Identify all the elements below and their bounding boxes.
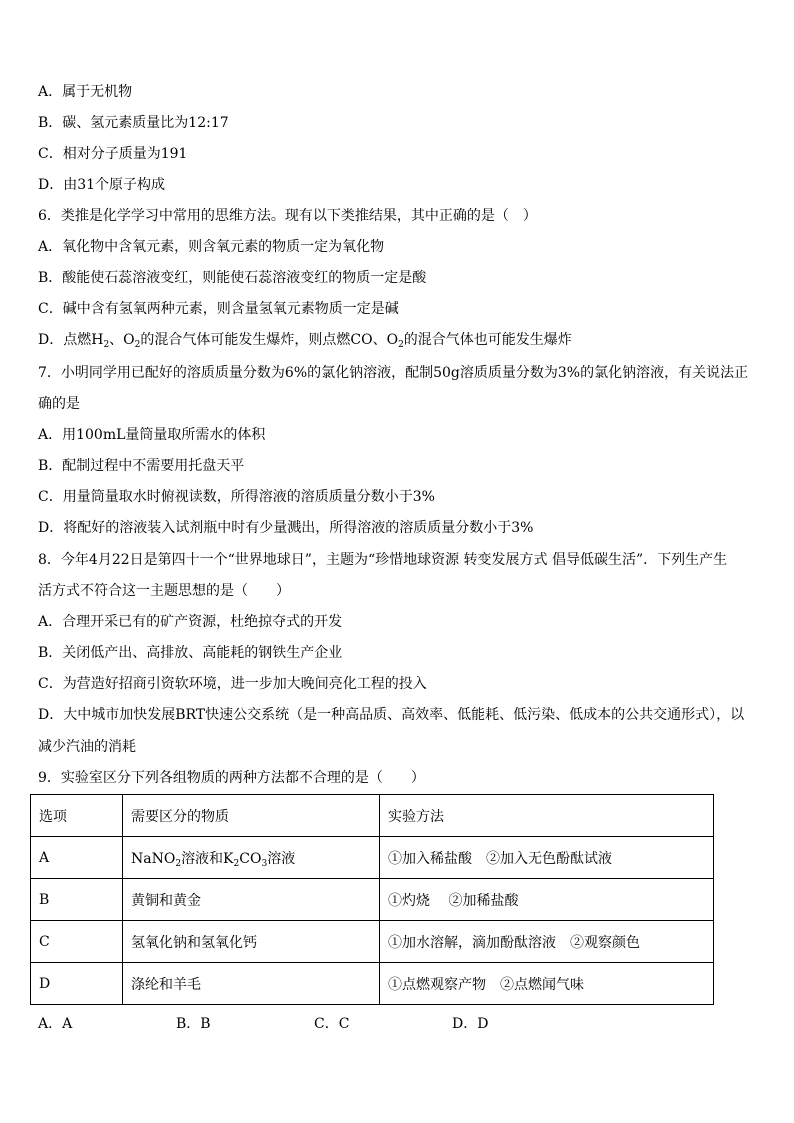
table-header-cell: 选项 bbox=[31, 795, 123, 837]
table-row bbox=[31, 879, 714, 921]
q8-option-c: C．为营造好招商引资软环境，进一步加大晚间亮化工程的投入 bbox=[38, 676, 427, 692]
q9-answer-choices bbox=[38, 1013, 738, 1031]
table-cell-option: D bbox=[31, 963, 123, 1005]
table-cell-method: ①灼烧 ②加稀盐酸 bbox=[380, 879, 714, 921]
answer-choice-b: B．B bbox=[176, 1016, 211, 1032]
answer-choice-c: C．C bbox=[314, 1016, 350, 1032]
table-cell-substance: 涤纶和羊毛 bbox=[123, 963, 380, 1005]
q6-option-d: D．点燃$H_2$、$O_2$的混合气体可能发生爆炸，则点燃CO、$O_2$的混合气体也可能发生爆炸 bbox=[38, 332, 572, 350]
table-cell-method: ①加入稀盐酸 ②加入无色酚酞试液 bbox=[380, 837, 714, 879]
table-cell-substance: 氢氧化钠和氢氧化钙 bbox=[123, 921, 380, 963]
q7-stem-line2: 确的是 bbox=[38, 396, 80, 412]
table-cell-substance: NaNO$_2$溶液和$K_2CO_3$溶液 bbox=[123, 837, 380, 879]
q7-option-a: A．用100mL量筒量取所需水的体积 bbox=[38, 427, 266, 443]
table-row bbox=[31, 963, 714, 1005]
q9-stem: 9．实验室区分下列各组物质的两种方法都不合理的是（ ） bbox=[38, 770, 425, 786]
table-row bbox=[31, 837, 714, 879]
table-header-cell: 需要区分的物质 bbox=[123, 795, 380, 837]
table-row bbox=[31, 921, 714, 963]
table-cell-option: A bbox=[31, 837, 123, 879]
q8-option-a: A．合理开采已有的矿产资源，杜绝掠夺式的开发 bbox=[38, 614, 343, 630]
q7-option-d: D．将配好的溶液装入试剂瓶中时有少量溅出，所得溶液的溶质质量分数小于3% bbox=[38, 520, 534, 536]
q5-option-c: C．相对分子质量为191 bbox=[38, 146, 188, 162]
table-header-cell: 实验方法 bbox=[380, 795, 714, 837]
table-cell-method: ①加水溶解，滴加酚酞溶液 ②观察颜色 bbox=[380, 921, 714, 963]
table-cell-substance: 黄铜和黄金 bbox=[123, 879, 380, 921]
q6-option-a: A．氧化物中含氧元素，则含氧元素的物质一定为氧化物 bbox=[38, 239, 385, 255]
q5-option-b: B．碳、氢元素质量比为12:17 bbox=[38, 115, 229, 131]
table-cell-option: B bbox=[31, 879, 123, 921]
q8-option-d-line2: 减少汽油的消耗 bbox=[38, 739, 136, 755]
answer-choice-d: D．D bbox=[452, 1016, 489, 1032]
table-cell-option: C bbox=[31, 921, 123, 963]
q8-stem-line2: 活方式不符合这一主题思想的是（ ） bbox=[38, 583, 290, 599]
q5-option-d: D．由31个原子构成 bbox=[38, 177, 166, 193]
q7-option-c: C．用量筒量取水时俯视读数，所得溶液的溶质质量分数小于3% bbox=[38, 489, 435, 505]
q6-stem: 6．类推是化学学习中常用的思维方法。现有以下类推结果，其中正确的是（ ） bbox=[38, 208, 537, 224]
q7-option-b: B．配制过程中不需要用托盘天平 bbox=[38, 458, 245, 474]
q8-option-d-line1: D．大中城市加快发展BRT快速公交系统（是一种高品质、高效率、低能耗、低污染、低成本的公共交通形式），以 bbox=[38, 707, 745, 723]
q8-stem-line1: 8．今年4月22日是第四十一个“世界地球日”，主题为“珍惜地球资源 转变发展方式 倡导低碳生活”．下列生产生 bbox=[38, 552, 728, 568]
q5-option-a: A．属于无机物 bbox=[38, 84, 133, 100]
q9-table bbox=[30, 794, 714, 1005]
answer-choice-a: A．A bbox=[38, 1016, 73, 1032]
table-header-row bbox=[31, 795, 714, 837]
q6-option-b: B．酸能使石蕊溶液变红，则能使石蕊溶液变红的物质一定是酸 bbox=[38, 270, 427, 286]
q6-option-c: C．碱中含有氢氧两种元素，则含量氢氧元素物质一定是碱 bbox=[38, 301, 399, 317]
table-cell-method: ①点燃观察产物 ②点燃闻气味 bbox=[380, 963, 714, 1005]
q7-stem-line1: 7．小明同学用已配好的溶质质量分数为6%的氯化钠溶液，配制50g溶质质量分数为3%的氯化钠溶液，有关说法正 bbox=[38, 365, 749, 381]
q8-option-b: B．关闭低产出、高排放、高能耗的钢铁生产企业 bbox=[38, 645, 343, 661]
